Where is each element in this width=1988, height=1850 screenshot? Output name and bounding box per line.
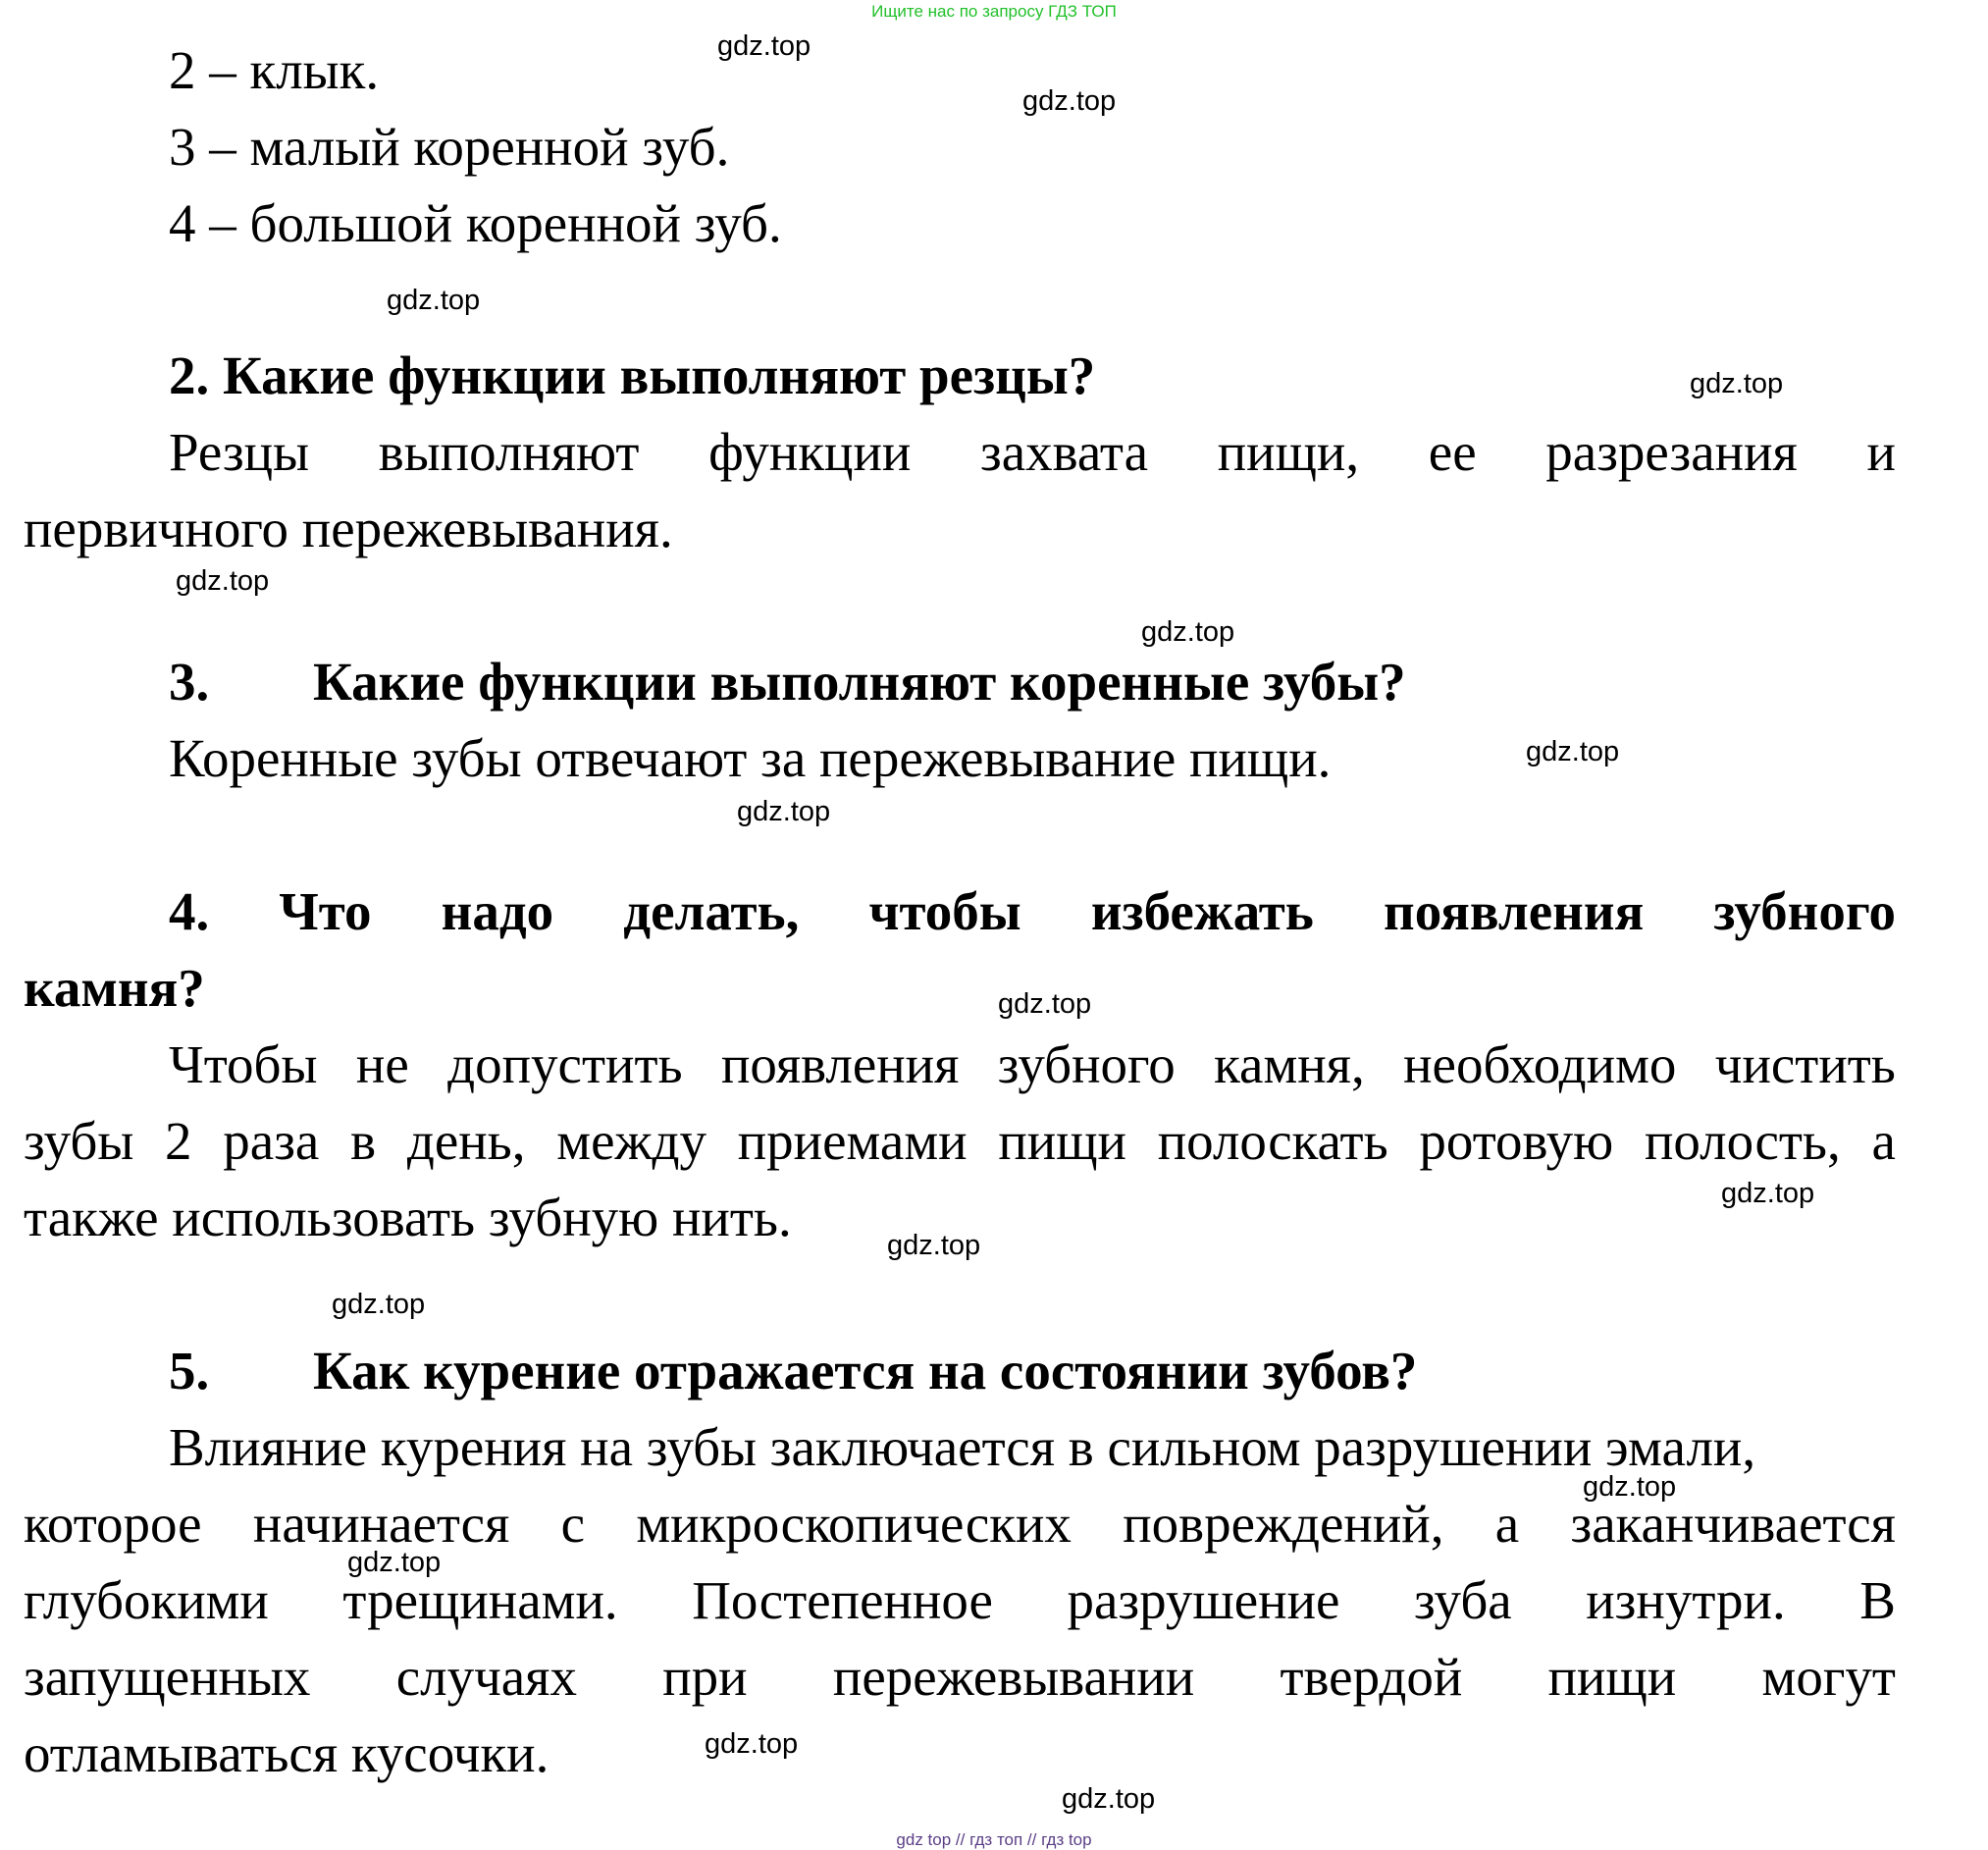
answer-5-line-4 — [24, 1647, 1896, 1707]
question-2-heading: 2. Какие функции выполняют резцы? — [169, 345, 1096, 405]
word: полоскать — [1157, 1111, 1388, 1171]
word: Чтобы — [169, 1034, 318, 1094]
word: избежать — [1090, 881, 1314, 941]
answer-2-line-1 — [169, 422, 1896, 482]
list-item: 3 – малый коренной зуб. — [169, 117, 730, 177]
watermark: gdz.top — [1141, 616, 1235, 648]
word: начинается — [252, 1494, 510, 1554]
watermark: gdz.top — [387, 285, 481, 316]
answer-5-line-2 — [24, 1494, 1896, 1554]
word: твердой — [1280, 1647, 1463, 1707]
word: делать, — [623, 881, 800, 941]
word: микроскопических — [636, 1494, 1072, 1554]
watermark: gdz.top — [705, 1728, 799, 1760]
answer-4-line-3: также использовать зубную нить. — [24, 1188, 792, 1247]
word: допустить — [447, 1034, 683, 1094]
word: заканчивается — [1570, 1494, 1896, 1554]
word: раза — [223, 1111, 320, 1171]
list-item: 4 – большой коренной зуб. — [169, 193, 782, 253]
watermark: gdz.top — [998, 988, 1092, 1020]
word: повреждений, — [1123, 1494, 1444, 1554]
question-number: 3. — [169, 652, 210, 712]
watermark: gdz.top — [1721, 1178, 1815, 1209]
word: могут — [1761, 1647, 1896, 1707]
watermark: gdz.top — [1526, 736, 1620, 767]
question-4-heading-line-1 — [169, 881, 1896, 941]
watermark: gdz.top — [176, 565, 270, 597]
word: Что — [279, 881, 372, 941]
answer-5-line-1: Влияние курения на зубы заключается в сильном разрушении эмали, — [169, 1417, 1756, 1477]
answer-4-line-2 — [24, 1111, 1896, 1171]
word: 2 — [165, 1111, 192, 1171]
question-4-heading-line-2: камня? — [24, 958, 205, 1018]
word: а — [1494, 1494, 1520, 1554]
question-text: Как курение отражается на состоянии зубов? — [313, 1341, 1418, 1401]
word: зубы — [24, 1111, 134, 1171]
word: В — [1859, 1570, 1896, 1630]
word: ротовую — [1419, 1111, 1614, 1171]
word: чтобы — [868, 881, 1021, 941]
watermark: gdz.top — [347, 1547, 442, 1578]
question-5-heading — [169, 1341, 1418, 1401]
word: появления — [720, 1034, 960, 1094]
word: день, — [406, 1111, 526, 1171]
footer-text: gdz top // гдз топ // гдз top — [896, 1830, 1092, 1849]
word: при — [662, 1647, 748, 1707]
answer-5-line-5: отламываться кусочки. — [24, 1723, 549, 1783]
word: Резцы — [169, 422, 310, 482]
answer-3: Коренные зубы отвечают за пережевывание пищи. — [169, 728, 1332, 788]
word: а — [1871, 1111, 1896, 1171]
question-3-heading — [169, 652, 1406, 712]
word: пищи — [1547, 1647, 1677, 1707]
word: изнутри. — [1586, 1570, 1786, 1630]
word: зубного — [997, 1034, 1176, 1094]
word: появления — [1384, 881, 1645, 941]
word: 4. — [169, 881, 210, 941]
watermark: gdz.top — [1022, 85, 1117, 117]
answer-5-line-3 — [24, 1570, 1896, 1630]
watermark: gdz.top — [1583, 1471, 1677, 1503]
word: выполняют — [378, 422, 640, 482]
watermark: gdz.top — [717, 30, 811, 62]
watermark: gdz.top — [1062, 1783, 1156, 1815]
word: приемами — [737, 1111, 968, 1171]
word: разрушение — [1067, 1570, 1340, 1630]
answer-4-line-1 — [169, 1034, 1896, 1094]
word: полость, — [1644, 1111, 1841, 1171]
watermark: gdz.top — [887, 1230, 981, 1261]
word: не — [355, 1034, 409, 1094]
word: захвата — [980, 422, 1149, 482]
word: пищи, — [1217, 422, 1360, 482]
word: случаях — [395, 1647, 577, 1707]
word: функции — [708, 422, 912, 482]
watermark: gdz.top — [737, 796, 831, 827]
word: разрезания — [1545, 422, 1798, 482]
word: пережевывании — [832, 1647, 1195, 1707]
question-text: Какие функции выполняют коренные зубы? — [313, 652, 1406, 712]
answer-2-line-2: первичного пережевывания. — [24, 499, 673, 558]
list-item: 2 – клык. — [169, 40, 380, 100]
word: зуба — [1413, 1570, 1512, 1630]
word: надо — [441, 881, 554, 941]
watermark: gdz.top — [332, 1289, 426, 1320]
word: с — [560, 1494, 586, 1554]
word: необходимо — [1403, 1034, 1677, 1094]
word: камня, — [1214, 1034, 1365, 1094]
word: Постепенное — [692, 1570, 993, 1630]
word: глубокими — [24, 1570, 269, 1630]
top-banner: Ищите нас по запросу ГДЗ ТОП — [871, 2, 1117, 21]
word: чистить — [1714, 1034, 1896, 1094]
question-number: 5. — [169, 1341, 210, 1401]
word: ее — [1428, 422, 1477, 482]
word: и — [1866, 422, 1896, 482]
word: зубного — [1713, 881, 1896, 941]
word: трещинами. — [342, 1570, 618, 1630]
word: пищи — [998, 1111, 1126, 1171]
word: в — [350, 1111, 377, 1171]
word: которое — [24, 1494, 202, 1554]
watermark: gdz.top — [1690, 368, 1784, 399]
word: запущенных — [24, 1647, 311, 1707]
word: между — [556, 1111, 706, 1171]
